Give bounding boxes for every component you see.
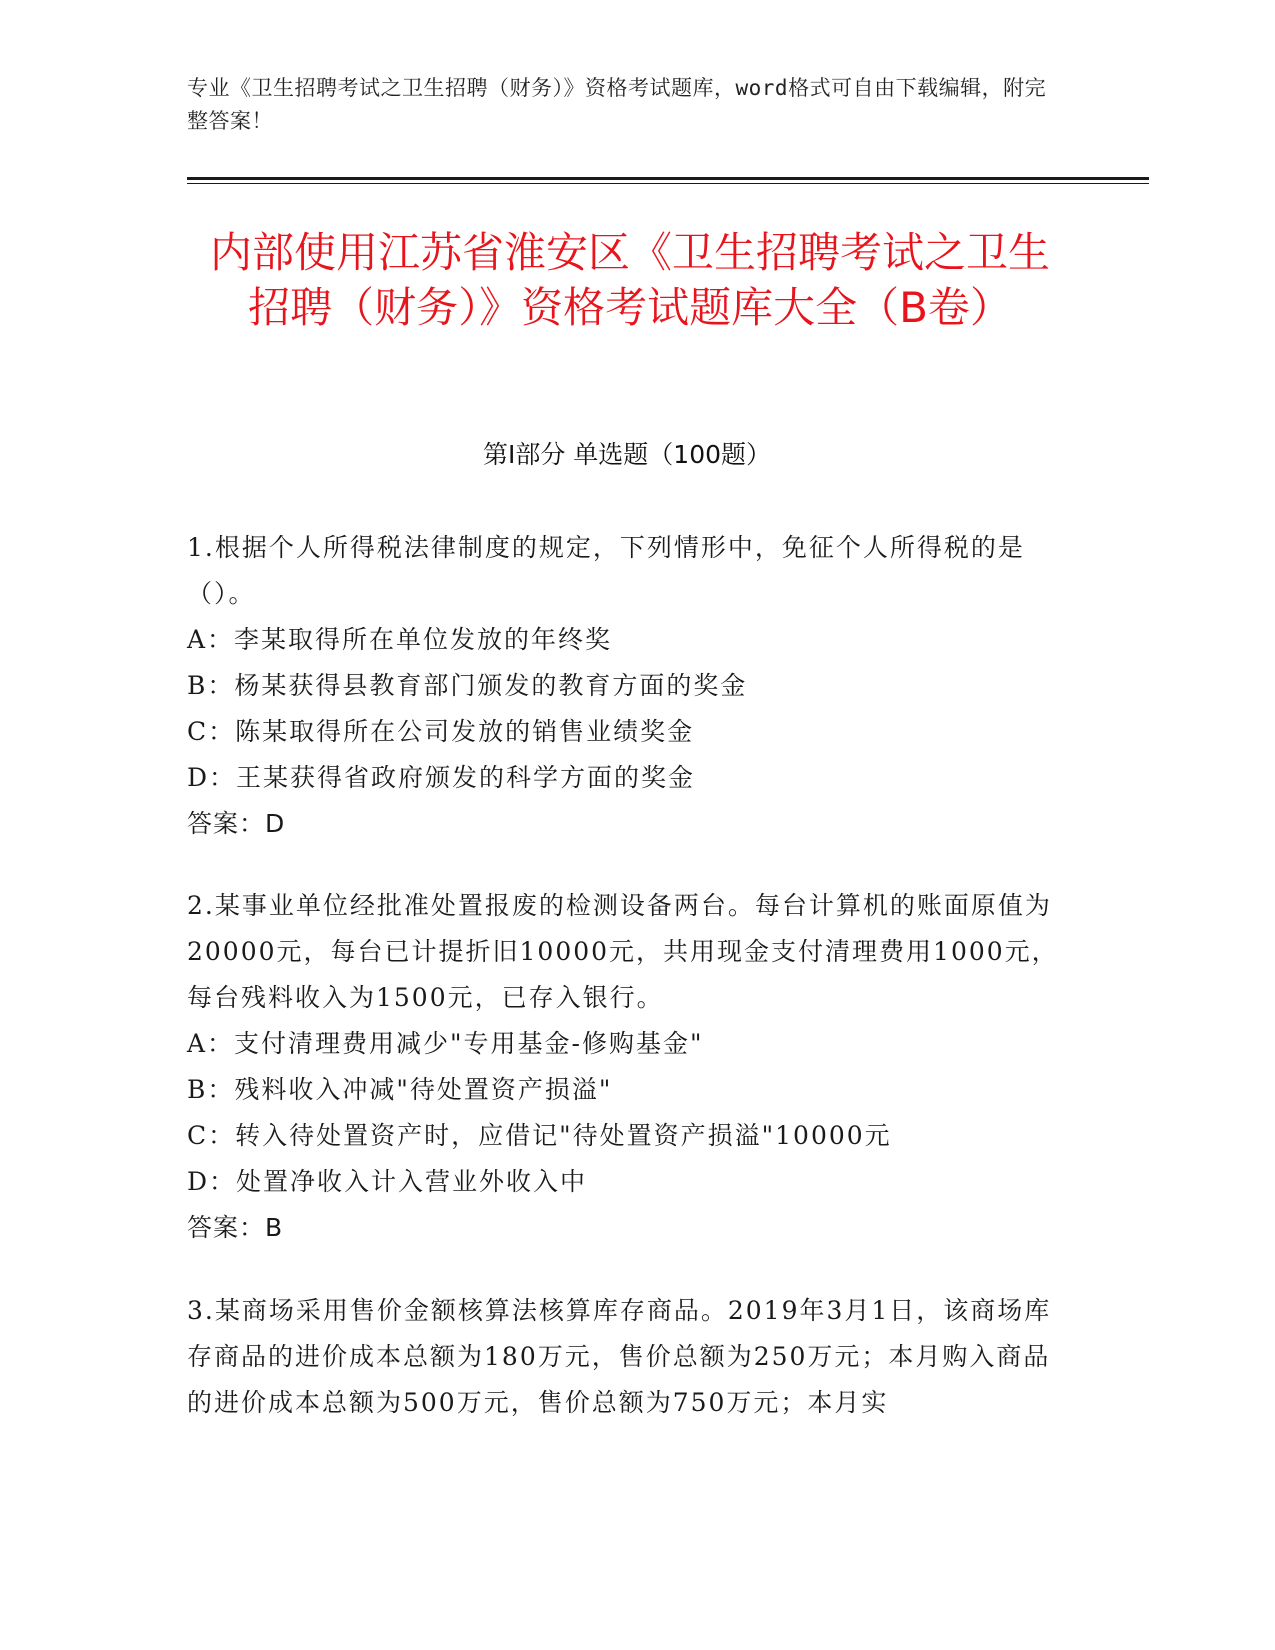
header-note: 专业《卫生招聘考试之卫生招聘（财务）》资格考试题库，word格式可自由下载编辑，附完整答案！	[187, 76, 1047, 133]
answer: 答案：D	[187, 809, 286, 838]
option-d: D：王某获得省政府颁发的科学方面的奖金	[187, 763, 696, 792]
answer: 答案：B	[187, 1213, 284, 1242]
option-a: A：李某取得所在单位发放的年终奖	[187, 625, 613, 654]
section-title: 第Ⅰ部分 单选题（100题）	[482, 440, 772, 469]
header-divider-thin	[187, 183, 1149, 184]
option-c: C：转入待处置资产时，应借记"待处置资产损溢"10000元	[187, 1121, 892, 1150]
question-stem: 2.某事业单位经批准处置报废的检测设备两台。每台计算机的账面原值为20000元，每台已计提折旧10000元，共用现金支付清理费用1000元，每台残料收入为1500元，已存入银行。	[187, 891, 1059, 1012]
option-b: B：残料收入冲减"待处置资产损溢"	[187, 1075, 613, 1104]
option-b: B：杨某获得县教育部门颁发的教育方面的奖金	[187, 671, 748, 700]
option-a: A：支付清理费用减少"专用基金-修购基金"	[187, 1029, 704, 1058]
question-stem: 1.根据个人所得税法律制度的规定，下列情形中，免征个人所得税的是（）。	[187, 533, 1025, 608]
question-2	[187, 883, 1067, 1251]
document-title: 内部使用江苏省淮安区《卫生招聘考试之卫生招聘（财务）》资格考试题库大全（B卷）	[209, 228, 1050, 332]
option-c: C：陈某取得所在公司发放的销售业绩奖金	[187, 717, 695, 746]
header-divider-thick	[187, 177, 1149, 180]
question-3	[187, 1288, 1067, 1426]
option-d: D：处置净收入计入营业外收入中	[187, 1167, 588, 1196]
question-stem: 3.某商场采用售价金额核算法核算库存商品。2019年3月1日，该商场库存商品的进价成本总额为180万元，售价总额为250万元；本月购入商品的进价成本总额为500万元，售价总额为750万元；本月实	[187, 1296, 1052, 1417]
question-1	[187, 525, 1067, 847]
